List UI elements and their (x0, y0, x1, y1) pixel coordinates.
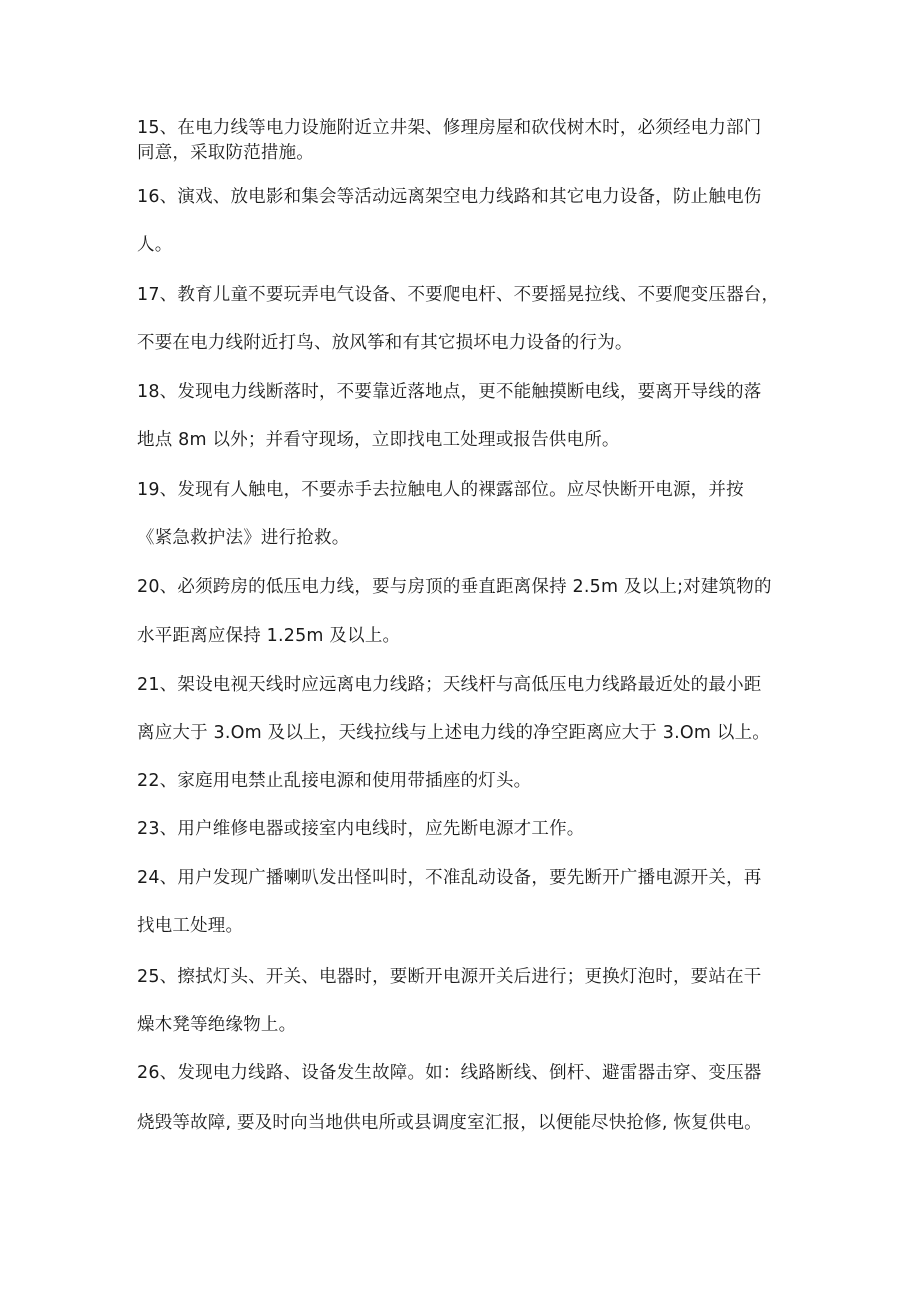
item-16-line-1: 16、演戏、放电影和集会等活动远离架空电力线路和其它电力设备，防止触电伤 (137, 187, 762, 207)
item-23-line-1: 23、用户维修电器或接室内电线时，应先断电源才工作。 (137, 819, 585, 839)
item-24-line-1: 24、用户发现广播喇叭发出怪叫时，不准乱动设备，要先断开广播电源开关，再 (137, 868, 762, 888)
item-22-line-1: 22、家庭用电禁止乱接电源和使用带插座的灯头。 (137, 771, 532, 791)
item-19-line-1: 19、发现有人触电，不要赤手去拉触电人的裸露部位。应尽快断开电源，并按 (137, 480, 744, 500)
item-26-line-1: 26、发现电力线路、设备发生故障。如：线路断线、倒杆、避雷器击穿、变压器 (137, 1063, 762, 1083)
item-16-line-2: 人。 (137, 235, 173, 255)
item-21-line-2: 离应大于 3.Om 及以上，天线拉线与上述电力线的净空距离应大于 3.Om 以上。 (137, 723, 770, 743)
item-17-line-2: 不要在电力线附近打鸟、放风筝和有其它损坏电力设备的行为。 (137, 333, 633, 353)
item-20-line-1: 20、必须跨房的低压电力线，要与房顶的垂直距离保持 2.5m 及以上;对建筑物的 (137, 577, 772, 597)
item-20-line-2: 水平距离应保持 1.25m 及以上。 (137, 626, 401, 646)
item-24-line-2: 找电工处理。 (137, 916, 244, 936)
item-18-line-2: 地点 8m 以外；并看守现场，立即找电工处理或报告供电所。 (137, 430, 620, 450)
item-15-line-1: 15、在电力线等电力设施附近立井架、修理房屋和砍伐树木时，必须经电力部门 (137, 118, 762, 138)
item-25-line-1: 25、擦拭灯头、开关、电器时，要断开电源开关后进行；更换灯泡时，要站在干 (137, 967, 762, 987)
item-17-line-1: 17、教育儿童不要玩弄电气设备、不要爬电杆、不要摇晃拉线、不要爬变压器台， (137, 285, 780, 305)
item-18-line-1: 18、发现电力线断落时，不要靠近落地点，更不能触摸断电线，要离开导线的落 (137, 382, 762, 402)
item-19-line-2: 《紧急救护法》进行抢救。 (137, 528, 350, 548)
item-25-line-2: 燥木凳等绝缘物上。 (137, 1015, 297, 1035)
item-21-line-1: 21、架设电视天线时应远离电力线路；天线杆与高低压电力线路最近处的最小距 (137, 675, 762, 695)
item-26-line-2: 烧毁等故障, 要及时向当地供电所或县调度室汇报，以便能尽快抢修, 恢复供电。 (137, 1113, 762, 1133)
item-15-line-2: 同意，采取防范措施。 (137, 143, 314, 163)
